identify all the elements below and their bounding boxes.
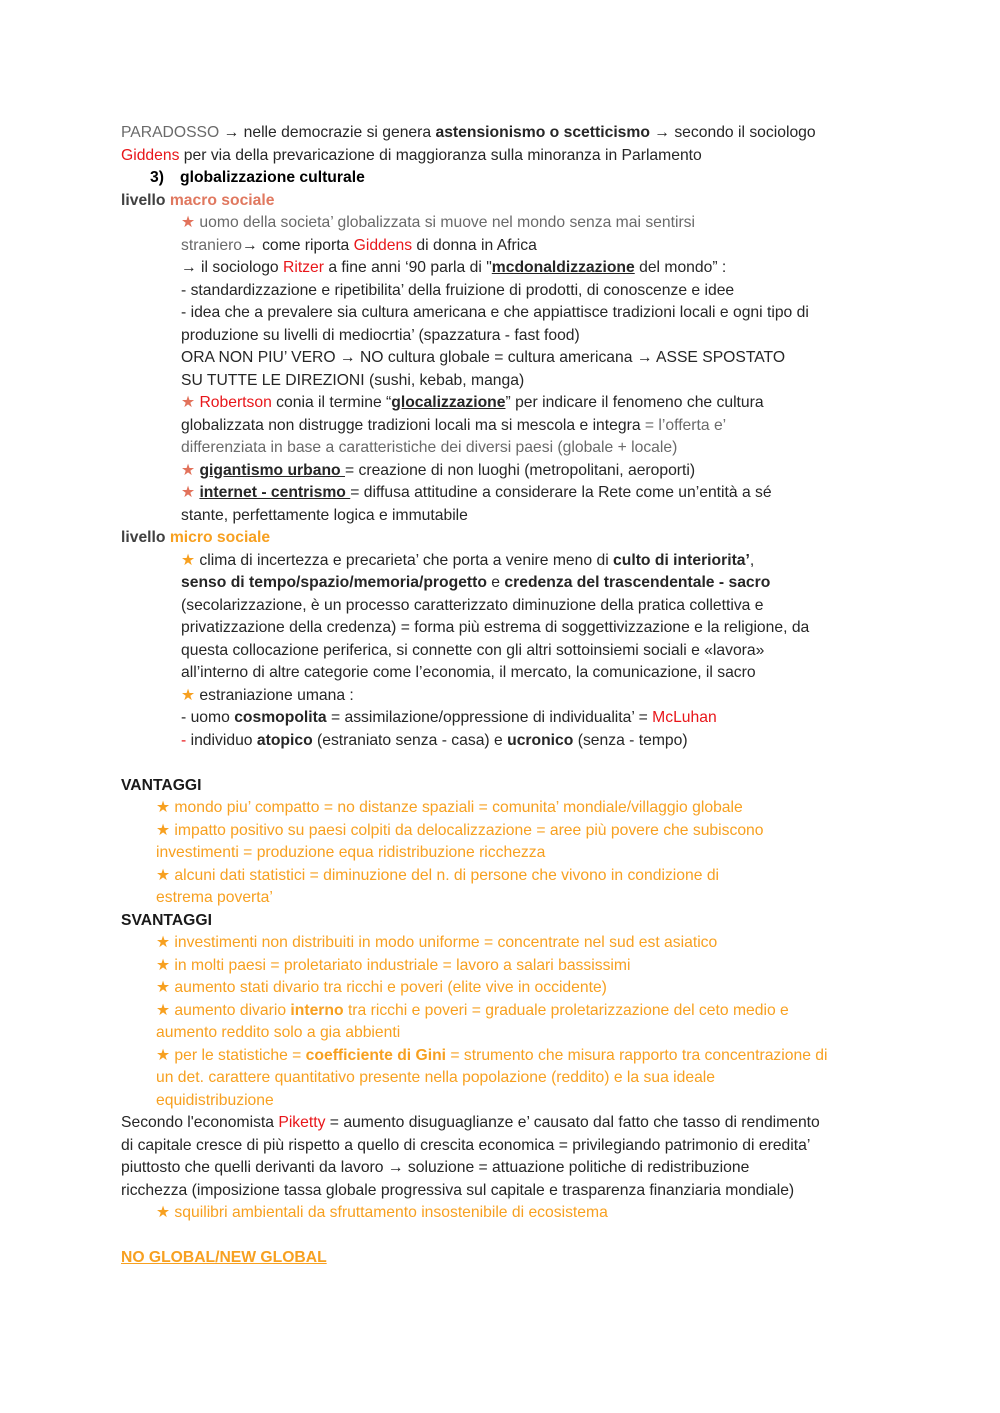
text-segment: = diffusa attitudine a considerare la Rete come un’entità a sé (350, 484, 772, 501)
text-line (121, 145, 901, 168)
vantaggi-heading: VANTAGGI (121, 776, 202, 794)
list-item (121, 820, 901, 843)
list-item (121, 797, 901, 820)
text-line: investimenti = produzione equa ridistribuzione ricchezza (156, 844, 546, 861)
text-segment: e (486, 574, 505, 591)
text-line: estrema poverta’ (156, 889, 273, 906)
text-line (121, 212, 901, 235)
author-name: Ritzer (283, 259, 324, 276)
text-segment: in molti paesi = proletariato industriale = lavoro a salari bassissimi (170, 956, 631, 974)
bold-term: senso di tempo/spazio/memoria/progetto (181, 574, 487, 591)
bold-term: astensionismo o scetticismo (435, 124, 650, 141)
star-icon: ★ (156, 1046, 171, 1064)
text-line: produzione su livelli di mediocrtia’ (spazzatura - fast food) (181, 326, 580, 344)
list-item (121, 955, 901, 978)
text-line: - idea che a prevalere sia cultura americana e che appiattisce tradizioni locali e ogni tipo di (181, 304, 809, 321)
subsection-heading (121, 190, 901, 213)
text-segment: uomo della societa’ globalizzata si muove nel mondo senza mai sentirsi (195, 214, 696, 231)
text-segment: = assimilazione/oppressione di individualita’ = (326, 709, 653, 726)
text-segment: → come riporta (242, 236, 354, 254)
text-segment: aumento stati divario tra ricchi e poveri (elite vive in occidente) (170, 979, 607, 996)
text-line (121, 482, 901, 505)
star-icon: ★ (181, 461, 196, 479)
list-item (121, 932, 901, 955)
text-segment: , (749, 551, 755, 569)
star-icon: ★ (181, 686, 196, 704)
star-icon: ★ (181, 551, 196, 569)
text-line (121, 392, 901, 415)
text-segment: di donna in Africa (412, 236, 537, 254)
text-segment: globalizzata non distrugge tradizioni locali ma si mescola e integra (181, 416, 645, 434)
text-segment: squilibri ambientali da sfruttamento insostenibile di ecosistema (170, 1204, 608, 1221)
text-segment: (estraniato senza - casa) e (312, 731, 508, 749)
subsection-label: macro sociale (169, 191, 275, 209)
text-segment: per via della prevaricazione di maggioranza sulla minoranza in Parlamento (179, 146, 702, 164)
author-name: Piketty (278, 1114, 326, 1131)
text-line: all’interno di altre categorie come l’economia, il mercato, la comunicazione, il sacro (181, 664, 756, 681)
text-segment: straniero (181, 236, 243, 254)
text-line (121, 257, 901, 280)
text-segment: - uomo (181, 709, 235, 726)
text-line: aumento reddito solo a gia abbienti (156, 1024, 401, 1041)
text-line (121, 122, 901, 145)
author-name: Giddens (353, 236, 413, 254)
text-segment: impatto positivo su paesi colpiti da delocalizzazione = aree più povere che subiscono (170, 821, 764, 839)
list-item (121, 977, 901, 1000)
star-icon: ★ (156, 934, 171, 951)
bold-term: gigantismo urbano (199, 461, 345, 479)
text-segment: investimenti non distribuiti in modo uniforme = concentrate nel sud est asiatico (170, 934, 718, 951)
section-title: globalizzazione culturale (180, 169, 365, 186)
text-segment: estraniazione umana : (195, 686, 354, 704)
bold-term: glocalizzazione (391, 394, 506, 411)
text-segment: mondo piu’ compatto = no distanze spaziali = comunita’ mondiale/villaggio globale (170, 799, 743, 816)
text-line: stante, perfettamente logica e immutabile (181, 506, 468, 524)
text-segment: per le statistiche = (170, 1046, 306, 1064)
text-segment: → secondo il sociologo (649, 124, 816, 141)
text-line (121, 707, 901, 730)
svantaggi-heading: SVANTAGGI (121, 911, 212, 929)
text-segment: aumento divario (170, 1001, 291, 1019)
text-line (121, 550, 901, 573)
list-item (121, 1000, 901, 1023)
text-segment: clima di incertezza e precarieta’ che porta a venire meno di (195, 551, 614, 569)
bold-term: ucronico (507, 731, 574, 749)
subsection-heading (121, 527, 901, 550)
author-name: McLuhan (652, 709, 717, 726)
star-icon: ★ (181, 214, 196, 231)
bold-term: cosmopolita (234, 709, 327, 726)
text-segment: del mondo” : (634, 259, 727, 276)
text-line (121, 460, 901, 483)
text-line (121, 235, 901, 258)
section-number: 3) (150, 169, 164, 186)
text-line: di capitale cresce di più rispetto a quello di crescita economica = privilegiando patrimonio di eredita’ (121, 1136, 811, 1154)
keyword: PARADOSSO (121, 124, 220, 141)
bold-term: atopico (256, 731, 313, 749)
notes-body (121, 122, 901, 1270)
star-icon: ★ (181, 394, 196, 411)
text-segment: individuo (186, 731, 257, 749)
text-segment: conia il termine “ (271, 394, 392, 411)
text-line: equidistribuzione (156, 1091, 274, 1109)
text-segment: - (181, 731, 187, 749)
star-icon: ★ (156, 799, 171, 816)
text-segment: = aumento disuguaglianze e’ causato dal fatto che tasso di rendimento (325, 1114, 820, 1131)
text-line: - standardizzazione e ripetibilita’ della fruizione di prodotti, di conoscenze e idee (181, 281, 735, 299)
text-line: privatizzazione della credenza) = forma più estrema di soggettivizzazione e la religione, da (181, 619, 810, 636)
text-segment: → il sociologo (181, 259, 284, 276)
list-item (121, 1202, 901, 1225)
star-icon: ★ (181, 484, 196, 501)
text-line: differenziata in base a caratteristiche dei diversi paesi (globale + locale) (181, 439, 678, 456)
bold-term: credenza del trascendentale - sacro (504, 574, 771, 591)
text-segment: livello (121, 529, 170, 546)
bold-term: culto di interiorita’ (613, 551, 750, 569)
section-heading (121, 167, 901, 190)
star-icon: ★ (156, 979, 171, 996)
star-icon: ★ (156, 1204, 171, 1221)
text-line (121, 415, 901, 438)
text-line: questa collocazione periferica, si connette con gli altri sottoinsiemi sociali e «lavora» (181, 641, 765, 659)
text-segment: = l’offerta e’ (644, 416, 727, 434)
spacer (121, 752, 901, 775)
text-segment: = creazione di non luoghi (metropolitani, aeroporti) (344, 461, 696, 479)
list-item (121, 865, 901, 888)
text-line (121, 730, 901, 753)
text-segment: Secondo l'economista (121, 1114, 279, 1131)
text-line: SU TUTTE LE DIREZIONI (sushi, kebab, manga) (181, 371, 525, 389)
spacer (121, 1225, 901, 1248)
text-line: ORA NON PIU’ VERO → NO cultura globale = cultura americana → ASSE SPOSTATO (181, 349, 786, 366)
text-segment: a fine anni ‘90 parla di " (323, 259, 492, 276)
subsection-label: micro sociale (169, 529, 271, 546)
author-name: Robertson (199, 394, 272, 411)
star-icon: ★ (156, 1001, 171, 1019)
bold-term: mcdonaldizzazione (491, 259, 635, 276)
text-line: (secolarizzazione, è un processo caratterizzato diminuzione della pratica collettiva e (181, 596, 764, 614)
text-line: ricchezza (imposizione tassa globale progressiva sul capitale e trasparenza finanziaria mondiale) (121, 1181, 795, 1199)
bold-term: coefficiente di Gini (305, 1046, 447, 1064)
text-line (121, 1112, 901, 1135)
text-segment: livello (121, 191, 170, 209)
author-name: Giddens (121, 146, 180, 164)
bold-term: interno (290, 1001, 344, 1019)
text-line (121, 685, 901, 708)
bold-term: internet - centrismo (199, 484, 351, 501)
text-segment: tra ricchi e poveri = graduale proletarizzazione del ceto medio e (343, 1001, 789, 1019)
star-icon: ★ (156, 956, 171, 974)
text-segment: ” per indicare il fenomeno che cultura (505, 394, 764, 411)
text-line: piuttosto che quelli derivanti da lavoro → soluzione = attuazione politiche di redistribuzione (121, 1159, 750, 1176)
text-segment: (senza - tempo) (573, 731, 688, 749)
list-item (121, 1045, 901, 1068)
text-segment: = strumento che misura rapporto tra concentrazione di (446, 1046, 828, 1064)
text-segment: → nelle democrazie si genera (219, 124, 436, 141)
final-heading: NO GLOBAL/NEW GLOBAL (121, 1249, 327, 1266)
text-line (121, 572, 901, 595)
text-line: un det. carattere quantitativo presente nella popolazione (reddito) e la sua ideale (156, 1069, 716, 1086)
text-segment: alcuni dati statistici = diminuzione del n. di persone che vivono in condizione di (170, 866, 720, 884)
star-icon: ★ (156, 866, 171, 884)
star-icon: ★ (156, 821, 171, 839)
